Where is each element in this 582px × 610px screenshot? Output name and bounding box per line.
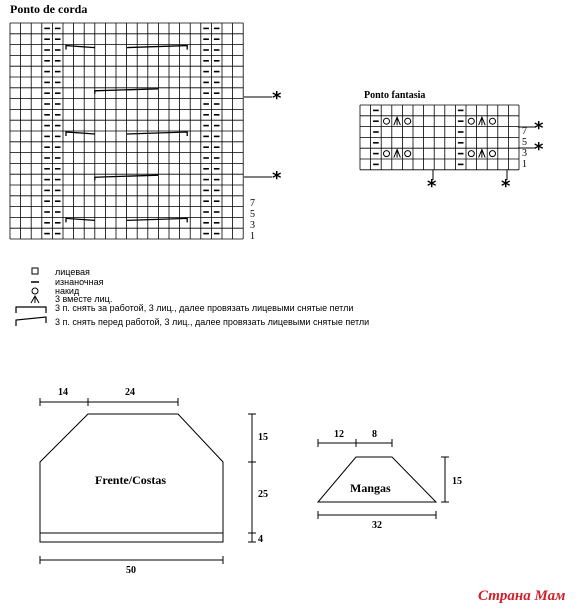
dim-front-height-rib: 4 [258, 534, 263, 545]
chart2-marker-lower: * [534, 139, 544, 160]
legend-knit: лицевая [55, 267, 90, 277]
k3tog-icon [394, 117, 401, 125]
legend-yarn-over: накид [55, 286, 80, 296]
sleeve-label: Mangas [350, 481, 391, 495]
chart2-bottom-marker-left: * [427, 176, 437, 197]
legend [16, 267, 369, 327]
ponto-fantasia-chart [360, 105, 519, 170]
legend-cable-back: 3 п. снять за работой, 3 лиц., далее провязать лицевыми снятые петли [55, 303, 354, 313]
chart1-row-7: 7 [250, 198, 255, 209]
cable-back-icon [127, 218, 188, 222]
chart2-row-3: 3 [522, 148, 527, 159]
chart1-marker-lower: * [272, 168, 282, 189]
chart1-row-3: 3 [250, 220, 255, 231]
chart1-marker-upper: * [272, 88, 282, 109]
yarn-over-icon [490, 118, 496, 124]
cable-front-icon [16, 317, 46, 326]
yarn-over-icon [490, 151, 496, 157]
cable-back-icon [127, 132, 188, 136]
yarn-over-icon [384, 151, 390, 157]
cable-back-icon [16, 307, 46, 313]
chart2-row-1: 1 [522, 159, 527, 170]
dim-front-top-left: 14 [58, 387, 68, 398]
sleeve-outline [318, 457, 436, 502]
chart2-row-5: 5 [522, 137, 527, 148]
dim-front-top-width: 24 [125, 387, 135, 398]
k3tog-icon [31, 296, 39, 303]
watermark: Страна Мам [478, 588, 566, 604]
yarn-over-icon [405, 118, 411, 124]
chart1-title: Ponto de corda [10, 2, 88, 16]
front-back-label: Frente/Costas [95, 473, 167, 487]
k3tog-icon [479, 117, 486, 125]
dim-front-height-top: 15 [258, 432, 268, 443]
yarn-over-icon [405, 151, 411, 157]
legend-purl: изнаночная [55, 277, 104, 287]
chart1-row-1: 1 [250, 231, 255, 242]
knit-square-icon [32, 268, 38, 274]
yarn-over-icon [384, 118, 390, 124]
k3tog-icon [479, 150, 486, 158]
yarn-over-icon [32, 288, 38, 294]
dim-sleeve-height: 15 [452, 476, 462, 487]
chart1-row-5: 5 [250, 209, 255, 220]
sleeve-schematic [318, 439, 449, 519]
chart2-marker-upper: * [534, 118, 544, 139]
cable-back-icon [66, 132, 95, 136]
dim-sleeve-top-left: 12 [334, 429, 344, 440]
chart2-bottom-marker-right: * [501, 176, 511, 197]
yarn-over-icon [468, 118, 474, 124]
yarn-over-icon [468, 151, 474, 157]
k3tog-icon [394, 150, 401, 158]
chart2-title: Ponto fantasia [364, 90, 426, 101]
ponto-de-corda-chart [10, 23, 243, 239]
cable-back-icon [66, 218, 95, 222]
dim-sleeve-top-width: 8 [372, 429, 377, 440]
legend-k3tog: 3 вместе лиц. [55, 294, 113, 304]
dim-sleeve-bottom: 32 [372, 520, 382, 531]
dim-front-height-mid: 25 [258, 489, 268, 500]
cable-back-icon [66, 46, 95, 50]
cable-back-icon [127, 46, 188, 50]
legend-cable-front: 3 п. снять перед работой, 3 лиц., далее провязать лицевыми снятые петли [55, 317, 370, 327]
chart2-row-7: 7 [522, 126, 527, 137]
dim-front-bottom: 50 [126, 565, 136, 576]
